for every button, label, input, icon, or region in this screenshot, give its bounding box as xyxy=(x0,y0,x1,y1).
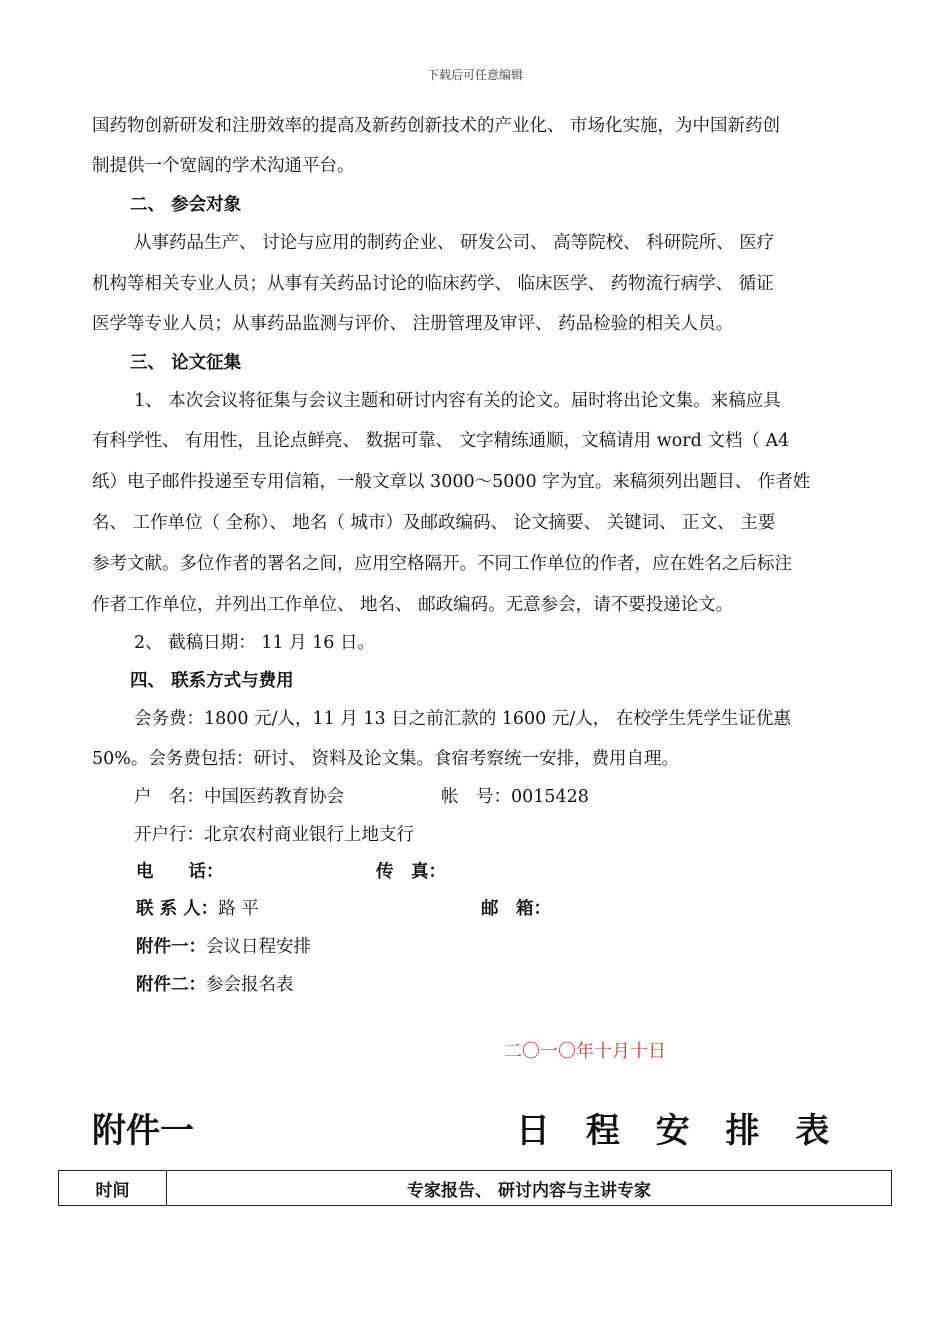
section3-line-4: 名、 工作单位（ 全称）、 地名（ 城市）及邮政编码、 论文摘要、 关键词、 正文、 主要 xyxy=(92,513,776,533)
attachment-2-label: 附件二： xyxy=(136,975,206,995)
section3-line-2: 有科学性、 有用性，且论点鲜亮、 数据可靠、 文字精练通顺，文稿请用 word 文档（ A4 xyxy=(92,431,790,451)
intro-line-1: 国药物创新研发和注册效率的提高及新药创新技术的产业化、 市场化实施，为中国新药创 xyxy=(92,116,781,136)
email-label: 邮 箱： xyxy=(481,899,551,919)
phone-label: 电 话： xyxy=(136,862,224,882)
column-header-time: 时间 xyxy=(59,1171,167,1206)
fee-line-1: 会务费：1800 元/人，11 月 13 日之前汇款的 1600 元/人， 在校学生凭学生证优惠 xyxy=(134,709,791,729)
account-name: 户 名：中国医药教育协会 xyxy=(134,787,344,807)
column-header-content: 专家报告、 研讨内容与主讲专家 xyxy=(167,1171,892,1206)
section3-heading: 三、 论文征集 xyxy=(130,353,242,373)
attachment-1-value: 会议日程安排 xyxy=(206,937,311,957)
schedule-title: 日 程 安 排 表 xyxy=(516,1111,842,1151)
attachment-title: 附件一 xyxy=(92,1111,194,1151)
section3-line-3: 纸）电子邮件投递至专用信箱，一般文章以 3000～5000 字为宜。来稿须列出题目、 作者姓 xyxy=(92,472,811,492)
attachment-2-value: 参会报名表 xyxy=(206,975,294,995)
attachment-1-row xyxy=(136,939,311,957)
section3-line-1: 1、 本次会议将征集与会议主题和研讨内容有关的论文。届时将出论文集。来稿应具 xyxy=(134,391,781,411)
section2-line-3: 医学等专业人员；从事药品监测与评价、 注册管理及审评、 药品检验的相关人员。 xyxy=(92,314,734,334)
fax-label: 传 真： xyxy=(376,862,446,882)
contact-row xyxy=(136,901,259,919)
section3-line-5: 参考文献。多位作者的署名之间，应用空格隔开。不同工作单位的作者，应在姓名之后标注 xyxy=(92,554,792,574)
section4-heading: 四、 联系方式与费用 xyxy=(130,671,294,691)
section2-line-2: 机构等相关专业人员；从事有关药品讨论的临床药学、 临床医学、 药物流行病学、 循证 xyxy=(92,274,774,294)
account-number: 帐 号：0015428 xyxy=(441,787,589,807)
table-header-row xyxy=(59,1171,892,1206)
document-date: 二〇一〇年十月十日 xyxy=(504,1041,666,1062)
bank-name: 开户行：北京农村商业银行上地支行 xyxy=(134,825,414,845)
contact-value: 路 平 xyxy=(218,899,259,919)
attachment-2-row xyxy=(136,977,294,995)
section3-line-6: 作者工作单位，并列出工作单位、 地名、 邮政编码。无意参会，请不要投递论文。 xyxy=(92,595,734,615)
section3-deadline: 2、 截稿日期： 11 月 16 日。 xyxy=(134,633,375,653)
page-header: 下载后可任意编辑 xyxy=(426,68,523,82)
fee-line-2: 50%。会务费包括：研讨、 资料及论文集。食宿考察统一安排，费用自理。 xyxy=(92,749,679,769)
intro-line-2: 制提供一个宽阔的学术沟通平台。 xyxy=(92,156,355,176)
contact-label: 联 系 人： xyxy=(136,899,219,919)
attachment-1-label: 附件一： xyxy=(136,937,206,957)
section2-line-1: 从事药品生产、 讨论与应用的制药企业、 研发公司、 高等院校、 科研院所、 医疗 xyxy=(134,233,775,253)
section2-heading: 二、 参会对象 xyxy=(130,195,242,215)
schedule-table xyxy=(58,1170,892,1206)
